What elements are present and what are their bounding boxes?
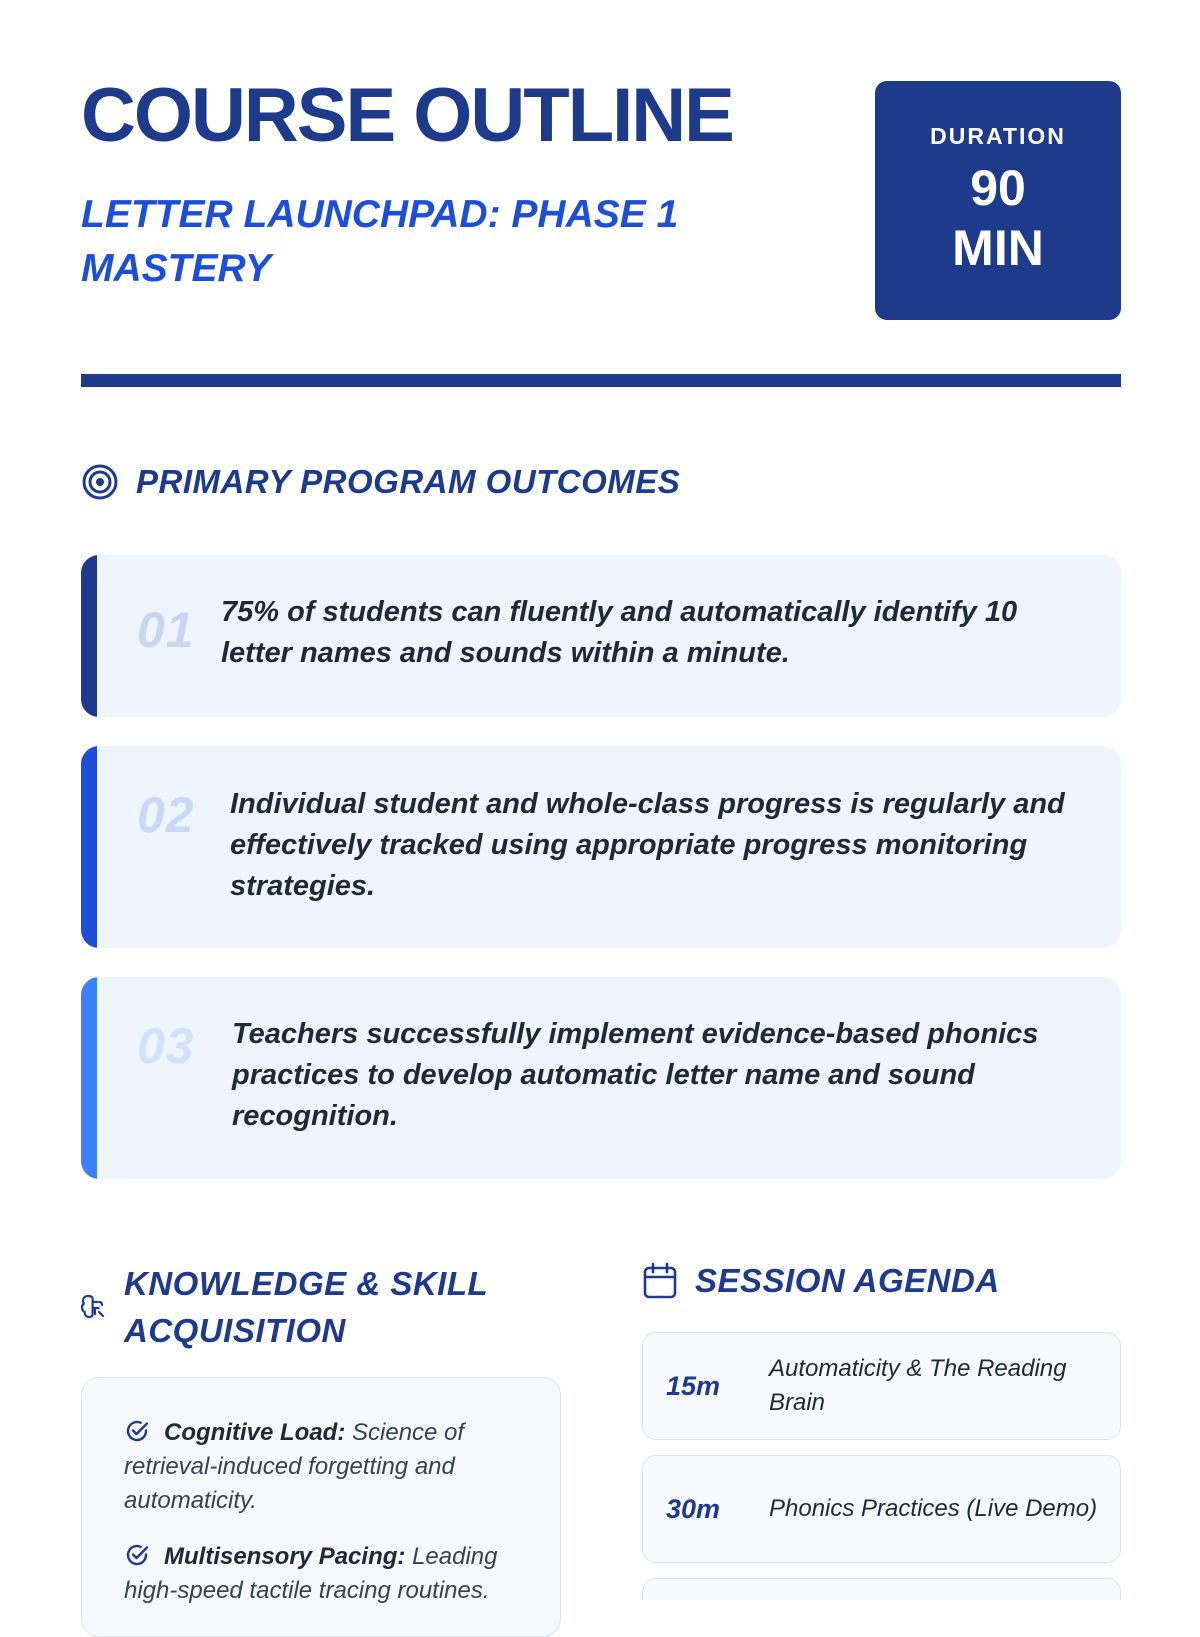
course-outline-page	[81, 0, 1121, 1604]
agenda-section-header	[642, 1262, 1000, 1300]
check-circle-icon	[124, 1542, 150, 1568]
header-divider	[81, 374, 1121, 387]
outcome-text: Individual student and whole-class progress is regularly and effectively tracked using appropriate progress monitoring strategies.	[230, 788, 1065, 902]
duration-value	[875, 158, 1121, 278]
calendar-icon	[642, 1262, 678, 1300]
agenda-time: 15m	[666, 1370, 721, 1401]
outcome-card	[81, 746, 1121, 948]
duration-label: DURATION	[930, 123, 1066, 149]
outcome-card	[81, 977, 1121, 1179]
brain-icon	[81, 1292, 107, 1322]
outcome-text: 75% of students can fluently and automatically identify 10 letter names and sounds within a minute.	[221, 596, 1018, 669]
target-icon	[81, 463, 119, 501]
knowledge-desc: Leading high-speed tactile tracing routines.	[124, 1543, 498, 1604]
knowledge-desc: Science of retrieval-induced forgetting and automaticity.	[124, 1419, 465, 1514]
outcome-accent-bar	[81, 977, 97, 1179]
knowledge-item	[124, 1540, 524, 1608]
outcome-number: 02	[137, 787, 195, 843]
agenda-desc: Phonics Practices (Live Demo)	[769, 1495, 1098, 1522]
check-circle-icon	[124, 1418, 150, 1444]
outcomes-section-header	[81, 463, 680, 501]
agenda-desc: Automaticity & The Reading Brain	[769, 1355, 1067, 1416]
duration-value-text: 90 MIN	[952, 160, 1044, 276]
agenda-item	[642, 1455, 1121, 1563]
outcome-accent-bar	[81, 746, 97, 948]
outcome-card	[81, 555, 1121, 717]
knowledge-list-box	[81, 1377, 561, 1637]
knowledge-section-header	[81, 1260, 544, 1354]
page-title: COURSE OUTLINE	[81, 73, 733, 158]
knowledge-term: Cognitive Load:	[164, 1419, 346, 1446]
knowledge-term: Multisensory Pacing:	[164, 1543, 406, 1570]
outcome-number: 03	[137, 1018, 195, 1074]
outcome-text: Teachers successfully implement evidence-based phonics practices to develop automatic letter name and sound recognition.	[232, 1018, 1039, 1132]
outcome-number: 01	[137, 602, 195, 658]
agenda-time: 30m	[666, 1493, 721, 1524]
course-subtitle: LETTER LAUNCHPAD: PHASE 1 MASTERY	[81, 193, 679, 290]
agenda-item	[642, 1332, 1121, 1440]
agenda-item-partial	[642, 1578, 1121, 1600]
outcomes-heading: PRIMARY PROGRAM OUTCOMES	[136, 463, 681, 500]
knowledge-item	[124, 1416, 524, 1518]
outcome-accent-bar	[81, 555, 97, 717]
agenda-heading: SESSION AGENDA	[695, 1262, 1000, 1299]
duration-badge	[875, 81, 1121, 320]
knowledge-heading: KNOWLEDGE & SKILL ACQUISITION	[124, 1265, 488, 1349]
